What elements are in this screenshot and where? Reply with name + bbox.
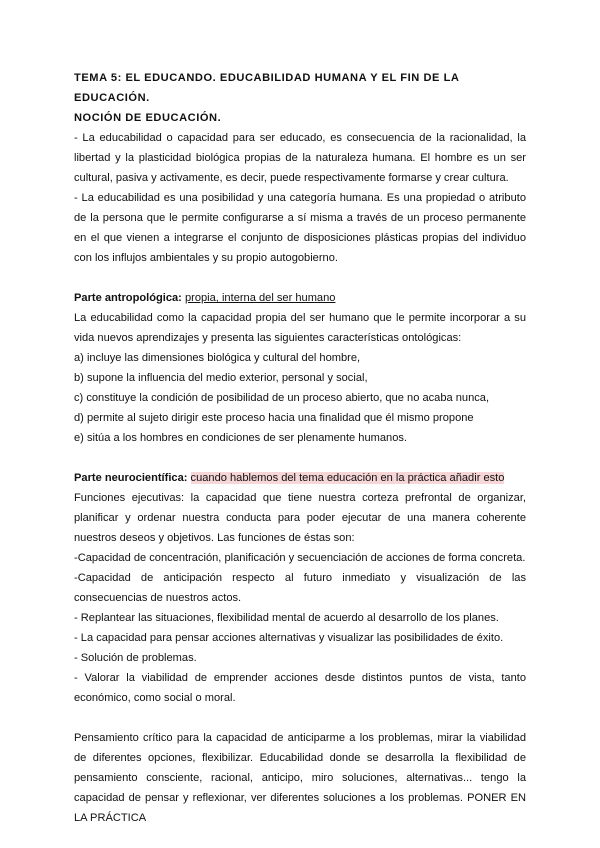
list-item: - Solución de problemas. [74,652,197,664]
neuroscientific-heading-line [74,468,526,488]
anthropological-heading: Parte antropológica: [74,292,182,304]
anthropological-heading-line [74,288,526,308]
list-item: - La capacidad para pensar acciones alternativas y visualizar las posibilidades de éxito. [74,632,504,644]
spacer [74,448,526,468]
spacer [74,708,526,728]
list-item: a) incluye las dimensiones biológica y cultural del hombre, [74,352,361,364]
list-item: - Replantear las situaciones, flexibilidad mental de acuerdo al desarrollo de los planes. [74,612,499,624]
list-item: b) supone la influencia del medio exterior, personal y social, [74,372,368,384]
spacer [74,268,526,288]
neuroscientific-note: cuando hablemos del tema educación en la práctica añadir esto [190,472,505,484]
list-item: -Capacidad de anticipación respecto al futuro inmediato y visualización de las consecuencias de nuestros actos. [74,572,526,604]
neuroscientific-paragraph: Funciones ejecutivas: la capacidad que tiene nuestra corteza prefrontal de organizar, planificar y ordenar nuestra conducta para poder ejecutar de una manera coherente nuestros deseos y objetivos. Las funciones de éstas son: [74,492,526,544]
intro-paragraph-2: - La educabilidad es una posibilidad y una categoría humana. Es una propiedad o atributo de la persona que le permite configurarse a sí misma a través de un proceso permanente en el que vienen a integrarse el conjunto de disposiciones plásticas propias del individuo con los influjos ambientales y su propio autogobierno. [74,192,526,264]
list-item: e) sitúa a los hombres en condiciones de ser plenamente humanos. [74,432,408,444]
title-line-2: NOCIÓN DE EDUCACIÓN. [74,112,222,124]
neuroscientific-heading: Parte neurocientífica: [74,472,188,484]
document-title [74,68,526,128]
list-item: - Valorar la viabilidad de emprender acciones desde distintos puntos de vista, tanto económico, como social o moral. [74,672,526,704]
intro-paragraph-1: - La educabilidad o capacidad para ser educado, es consecuencia de la racionalidad, la libertad y la plasticidad biológica propias de la naturaleza humana. El hombre es un ser cultural, pasiva y activamente, es decir, puede respectivamente formarse y crear cultura. [74,132,526,184]
anthropological-note: propia, interna del ser humano [184,292,336,304]
title-line-1: TEMA 5: EL EDUCANDO. EDUCABILIDAD HUMANA Y EL FIN DE LA EDUCACIÓN. [74,72,460,104]
list-item: d) permite al sujeto dirigir este proceso hacia una finalidad que él mismo propone [74,412,474,424]
list-item: c) constituye la condición de posibilidad de un proceso abierto, que no acaba nunca, [74,392,490,404]
anthropological-paragraph: La educabilidad como la capacidad propia del ser humano que le permite incorporar a su vida nuevos aprendizajes y presenta las siguientes características ontológicas: [74,312,526,344]
closing-paragraph: Pensamiento crítico para la capacidad de anticiparme a los problemas, mirar la viabilidad de diferentes opciones, flexibilizar. Educabilidad donde se desarrolla la flexibilidad de pensamiento consciente, racional, anticipo, miro soluciones, alternativas... tengo la capacidad de pensar y reflexionar, ver diferentes soluciones a los problemas. PONER EN LA PRÁCTICA [74,732,526,824]
list-item: -Capacidad de concentración, planificación y secuenciación de acciones de forma concreta. [74,552,526,564]
